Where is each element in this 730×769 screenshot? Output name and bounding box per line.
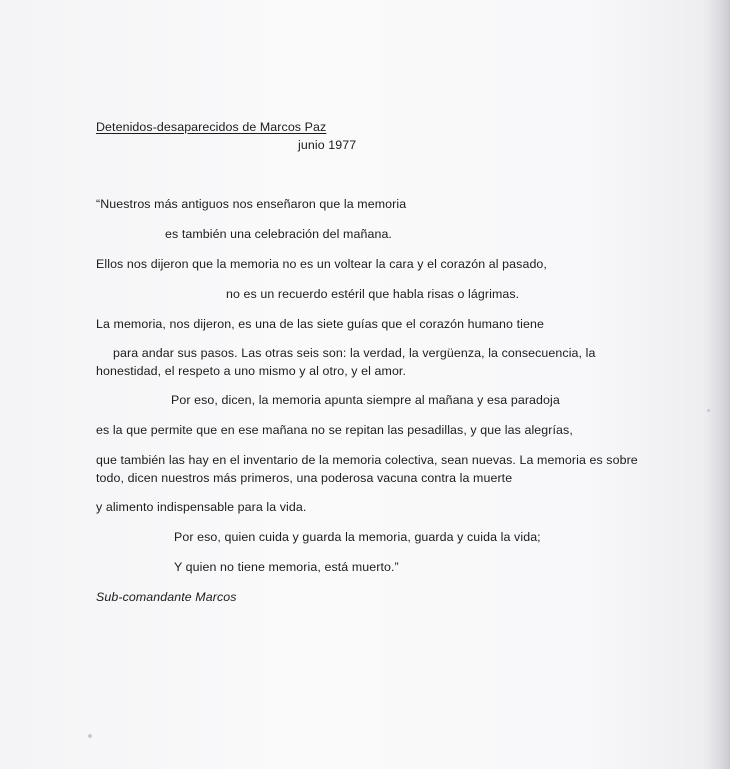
scan-speck xyxy=(88,734,92,738)
quote-line: es también una celebración del mañana. xyxy=(165,227,392,241)
document-title: Detenidos-desaparecidos de Marcos Paz xyxy=(96,120,327,134)
quote-line: para andar sus pasos. Las otras seis son: la verdad, la vergüenza, la consecuencia, la xyxy=(113,346,596,360)
quote-line: no es un recuerdo estéril que habla risas o lágrimas. xyxy=(226,287,520,301)
document-date: junio 1977 xyxy=(298,138,357,152)
quote-line: Por eso, quien cuida y guarda la memoria, guarda y cuida la vida; xyxy=(174,530,541,544)
quote-line: Y quien no tiene memoria, está muerto.” xyxy=(174,560,399,574)
quote-line: Ellos nos dijeron que la memoria no es un voltear la cara y el corazón al pasado, xyxy=(96,257,547,271)
quote-line: “Nuestros más antiguos nos enseñaron que la memoria xyxy=(96,197,407,211)
quote-line: La memoria, nos dijeron, es una de las siete guías que el corazón humano tiene xyxy=(96,317,544,331)
quote-line: Por eso, dicen, la memoria apunta siempre al mañana y esa paradoja xyxy=(171,393,560,407)
quote-line: todo, dicen nuestros más primeros, una poderosa vacuna contra la muerte xyxy=(96,471,513,485)
page-shadow-edge xyxy=(706,0,730,769)
quote-line: que también las hay en el inventario de la memoria colectiva, sean nuevas. La memoria es sobre xyxy=(96,453,638,467)
quote-line: y alimento indispensable para la vida. xyxy=(96,500,307,514)
quote-line: es la que permite que en ese mañana no se repitan las pesadillas, y que las alegrías, xyxy=(96,423,573,437)
signature: Sub-comandante Marcos xyxy=(96,590,237,604)
scan-speck xyxy=(707,409,710,412)
quote-line: honestidad, el respeto a uno mismo y al otro, y el amor. xyxy=(96,364,407,378)
